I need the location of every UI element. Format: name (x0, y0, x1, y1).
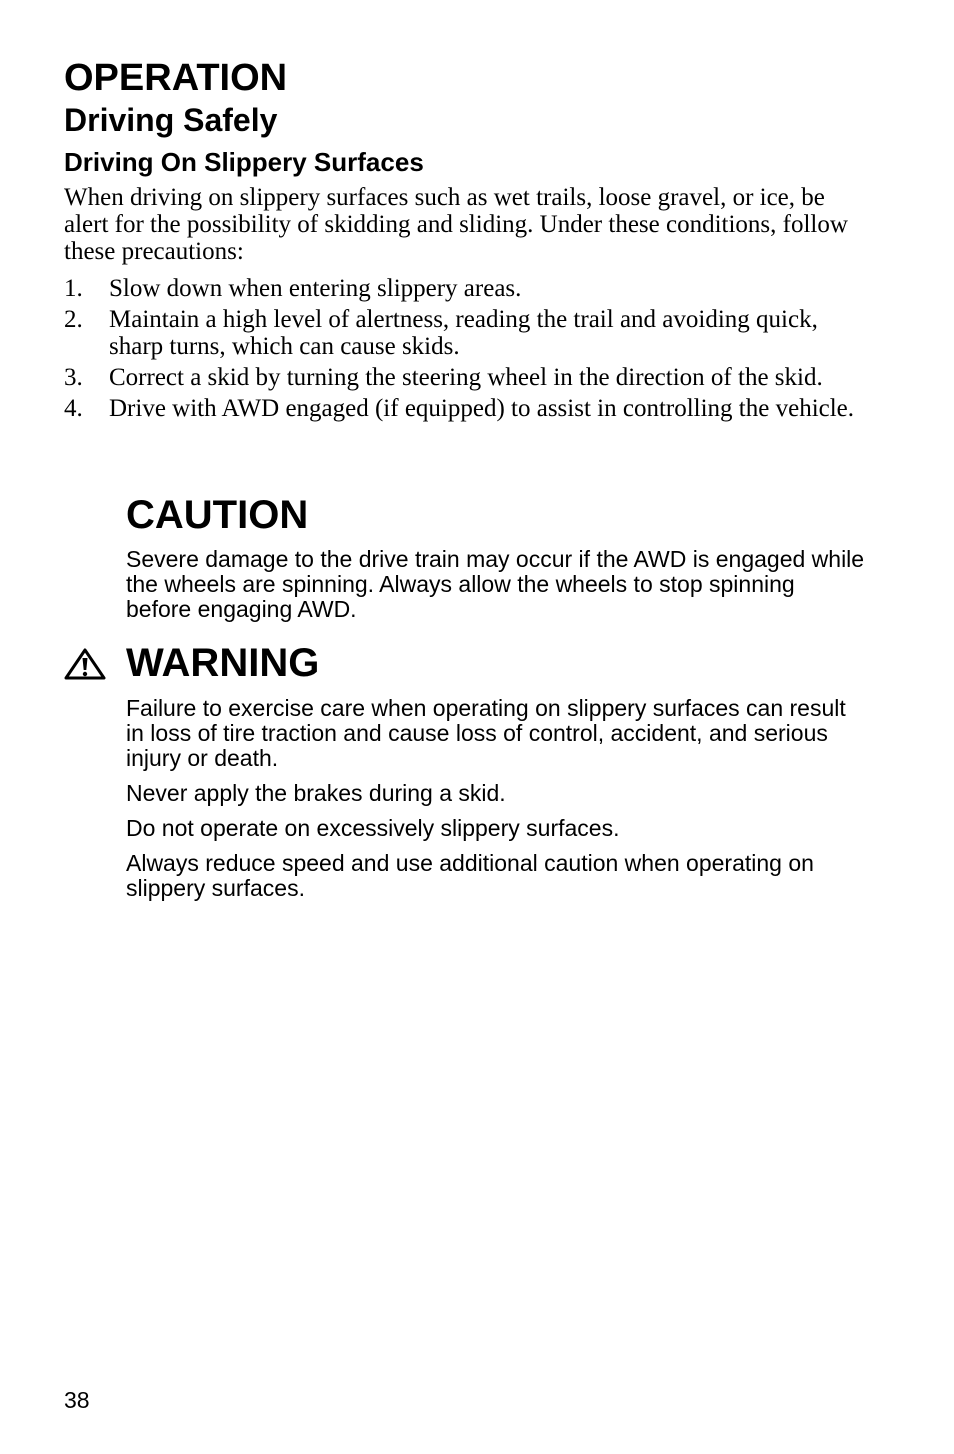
warning-paragraph: Do not operate on excessively slippery surfaces. (126, 815, 620, 841)
warning-heading: WARNING (126, 641, 320, 685)
list-item-number: 2. (64, 306, 83, 333)
caution-text: Severe damage to the drive train may occur if the AWD is engaged while the wheels are spinning. Always allow the wheels to stop spinning before engaging AWD. (126, 546, 865, 622)
list-item-number: 4. (64, 395, 83, 422)
intro-paragraph: When driving on slippery surfaces such as wet trails, loose gravel, or ice, be alert for the possibility of skidding and sliding. Under these conditions, follow these precautions: (64, 184, 848, 265)
warning-paragraph: Never apply the brakes during a skid. (126, 780, 506, 806)
list-item-number: 1. (64, 275, 83, 302)
list-item-text: Drive with AWD engaged (if equipped) to assist in controlling the vehicle. (109, 395, 855, 422)
list-item-text: Correct a skid by turning the steering wheel in the direction of the skid. (109, 364, 823, 391)
topic-title: Driving On Slippery Surfaces (64, 147, 424, 177)
section-title: OPERATION (64, 57, 288, 99)
list-item-text: Maintain a high level of alertness, reading the trail and avoiding quick, sharp turns, which can cause skids. (109, 306, 818, 360)
list-item (64, 306, 864, 360)
list-item-number: 3. (64, 364, 83, 391)
warning-paragraph: Failure to exercise care when operating on slippery surfaces can result in loss of tire traction and cause loss of control, accident, and serious injury or death. (126, 695, 846, 771)
list-item (64, 275, 864, 302)
list-item (64, 364, 864, 391)
warning-body (126, 696, 866, 911)
page-number: 38 (64, 1387, 90, 1413)
warning-triangle-icon (64, 648, 106, 680)
caution-heading: CAUTION (126, 493, 309, 537)
precautions-list (64, 275, 864, 422)
list-item (64, 395, 864, 422)
list-item-text: Slow down when entering slippery areas. (109, 275, 522, 302)
subsection-title: Driving Safely (64, 102, 278, 138)
warning-paragraph: Always reduce speed and use additional caution when operating on slippery surfaces. (126, 850, 814, 901)
